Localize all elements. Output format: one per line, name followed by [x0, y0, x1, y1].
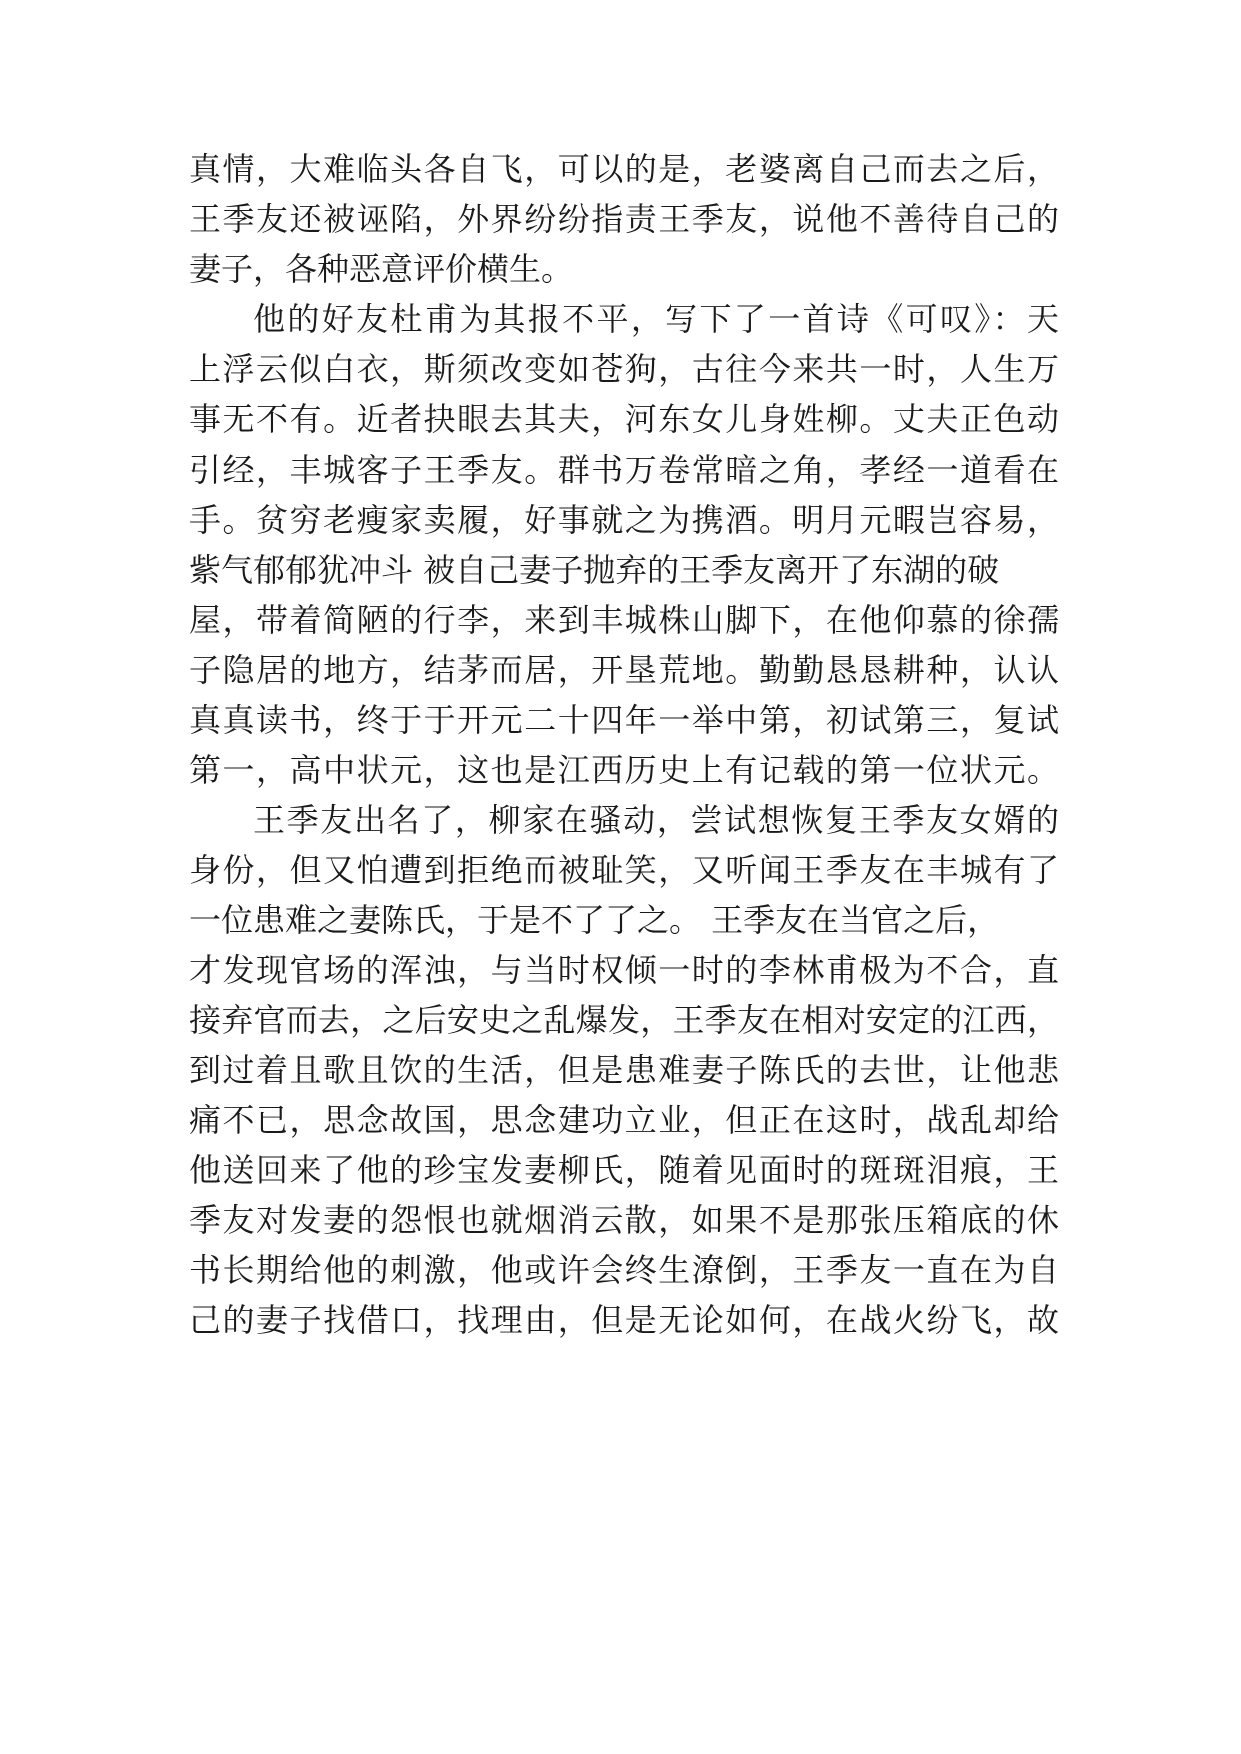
text-line: 书长期给他的刺激，他或许会终生潦倒，王季友一直在为自: [189, 1251, 1059, 1289]
text-line: 上浮云似白衣，斯须改变如苍狗，古往今来共一时，人生万: [189, 350, 1059, 388]
text-line: 己的妻子找借口，找理由，但是无论如何，在战火纷飞，故: [189, 1301, 1059, 1339]
text-line: 紫气郁郁犹冲斗 被自己妻子抛弃的王季友离开了东湖的破: [189, 551, 1000, 589]
text-line: 才发现官场的浑浊，与当时权倾一时的李林甫极为不合，直: [189, 951, 1059, 989]
text-line: 痛不已，思念故国，思念建功立业，但正在这时，战乱却给: [189, 1101, 1059, 1139]
text-line: 身份，但又怕遭到拒绝而被耻笑，又听闻王季友在丰城有了: [189, 851, 1059, 889]
text-line: 他送回来了他的珍宝发妻柳氏，随着见面时的斑斑泪痕，王: [189, 1151, 1059, 1189]
text-line: 接弃官而去，之后安史之乱爆发，王季友在相对安定的江西，: [189, 1001, 1059, 1039]
text-line: 王季友还被诬陷，外界纷纷指责王季友，说他不善待自己的: [189, 200, 1059, 238]
paragraph-first-line: 他的好友杜甫为其报不平，写下了一首诗《可叹》：天: [253, 300, 1059, 338]
text-line: 季友对发妻的怨恨也就烟消云散，如果不是那张压箱底的休: [189, 1201, 1059, 1239]
text-line: 妻子，各种恶意评价横生。: [189, 250, 574, 288]
text-line: 引经，丰城客子王季友。群书万卷常暗之角，孝经一道看在: [189, 451, 1059, 489]
text-line: 真真读书，终于于开元二十四年一举中第，初试第三，复试: [189, 701, 1059, 739]
text-line: 事无不有。近者抉眼去其夫，河东女儿身姓柳。丈夫正色动: [189, 400, 1059, 438]
text-line: 一位患难之妻陈氏，于是不了了之。 王季友在当官之后，: [189, 901, 1000, 939]
text-line: 真情，大难临头各自飞，可以的是，老婆离自己而去之后，: [189, 150, 1059, 188]
paragraph-first-line: 王季友出名了，柳家在骚动，尝试想恢复王季友女婿的: [253, 801, 1059, 839]
text-line: 手。贫穷老瘦家卖履，好事就之为携酒。明月元暇岂容易，: [189, 501, 1059, 539]
text-line: 子隐居的地方，结茅而居，开垦荒地。勤勤恳恳耕种，认认: [189, 651, 1059, 689]
text-line: 到过着且歌且饮的生活，但是患难妻子陈氏的去世，让他悲: [189, 1051, 1059, 1089]
text-line: 屋，带着简陋的行李，来到丰城株山脚下，在他仰慕的徐孺: [189, 601, 1059, 639]
text-line: 第一，高中状元，这也是江西历史上有记载的第一位状元。: [189, 751, 1059, 789]
